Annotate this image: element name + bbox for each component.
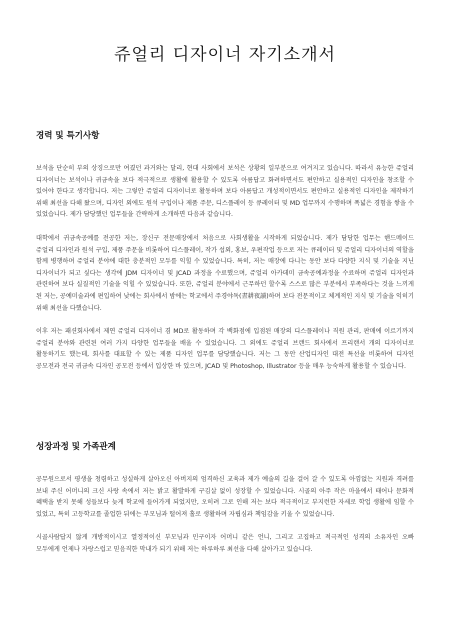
career-paragraph-1: 보석을 단순히 부의 상징으로만 여겼던 과거와는 달리, 현대 사회에서 보석은 상황의 일부분으로 여겨지고 있습니다. 따라서 유능한 쥬얼리 디자이너는 보석이나 귀금속을 보다 적극적으로 생활에 활용할 수 있도록 아름답고 화려하면서도 편안하고 실용적인 디자인을 창조할 수 있어야 한다고 생각합니다. 저는 그렇안 쥬얼리 디자이너로 활동하며 보다 아름답고 개성적이면서도 편안하고 실용적인 디자인을 제작하기 위해 최선을 다해 왔으며, 디자인 외에도 원석 구입이나 제품 주문, 디스플레이 등 큐레이터 및 MD 업무까지 수행하며 폭넓은 경험을 쌓을 수 있었습니다. 제가 담당했던 업무들을 간략하게 소개하면 다음과 같습니다. [36, 165, 414, 219]
growth-paragraph-2: 시골사람답지 않게 개방적이시고 열정적이신 부모님과 민구이자 어머니 같은 언니, 그리고 고집하고 적극적인 성격의 소유자인 오빠 모두에게 언제나 자랑스럽고 믿음직한 막내가 되기 위해 저는 하루하루 최선을 다해 살아가고 있습니다. [36, 534, 414, 553]
section-career [36, 129, 414, 385]
career-paragraph-2: 대학에서 귀금속공예를 전공한 저는, 장신구 전문매장에서 처음으로 사회생활을 시작하게 되었습니다. 제가 담당한 업무는 핸드메이드 쥬얼리 디자인과 원석 구입, 제품 주문을 비롯하여 디스플레이, 작가 섭외, 홍보, 우편작업 등으로 저는 큐레이터 및 쥬얼리 디자이너의 역할을 함께 병행하며 쥬얼리 분야에 대한 충분적인 모두를 익힐 수 있었습니다. 특히, 저는 매장에 다니는 동안 보다 다양한 지식 및 기술을 지닌 디자이너가 되고 싶다는 생각에 JDM 디자이너 및 JCAD 과정을 수료했으며, 쥬얼리 아카데미 금속공예과정을 수료하며 쥬얼리 디자인과 관련하여 보다 실질적인 기술을 익힐 수 있었습니다. 또한, 쥬얼리 분야에서 근무하던 할수록 스스로 많은 부분에서 부족하다는 것을 느끼게 된 저는, 공예미술과에 편입하여 낮에는 회사에서 밤에는 학교에서 주경야독(晝耕夜讀)하며 보다 전문적이고 체계적인 지식 및 기술을 익히기 위해 최선을 다했습니다. [36, 234, 414, 312]
growth-paragraph-1: 공무원으로서 평생을 청렴하고 성실하게 살아오신 아버지의 엄격하신 교육과 제가 예술의 길을 걸어 갈 수 있도록 아낌없는 지원과 격려를 보내 주신 어머니의 크신 사랑 속에서 저는 밝고 활발하게 구김살 없이 성장할 수 있었습니다. 시골의 아주 작은 마을에서 태어나 문화적 혜택을 받지 못해 성들보다 늦게 학교에 들어가게 되었지만, 오히려 그로 인해 저는 보다 적극적이고 부지런한 자세로 학업 생활에 임할 수 있었고, 특히 고등학교를 졸업한 뒤에는 부모님과 떨어져 홀로 생활하며 자립심과 책임감을 키울 수 있었습니다. [36, 476, 414, 518]
section-growth [36, 440, 414, 568]
section-heading-career: 경력 및 특기사항 [36, 131, 100, 141]
career-paragraph-3: 이후 저는 패션회사에서 제연 쥬얼리 디자이너 겸 MD로 활동하며 각 백화점에 입점된 매장의 디스플레이나 직원 관리, 판매에 이르기까지 쥬얼리 분야와 관련된 여러 가지 다양한 업무들을 배울 수 있었습니다. 그 외에도 쥬얼리 브랜드 회사에서 프리랜서 개의 디자이너로 활동하기도 했는데, 회사를 대표할 수 있는 제품 디자인 업무를 담당했습니다. 저는 그 동안 산업디자인 대전 특선을 비롯하여 디자인 공모전과 전국 귀금속 디자인 공모전 등에서 입상한 바 있으며, JCAD 및 Photoshop, Illustrator 등을 매우 능숙하게 활용할 수 있습니다. [36, 328, 414, 370]
document-title: 쥬얼리 디자이너 자기소개서 [114, 45, 336, 65]
section-heading-growth: 성장과정 및 가족관계 [36, 442, 116, 452]
